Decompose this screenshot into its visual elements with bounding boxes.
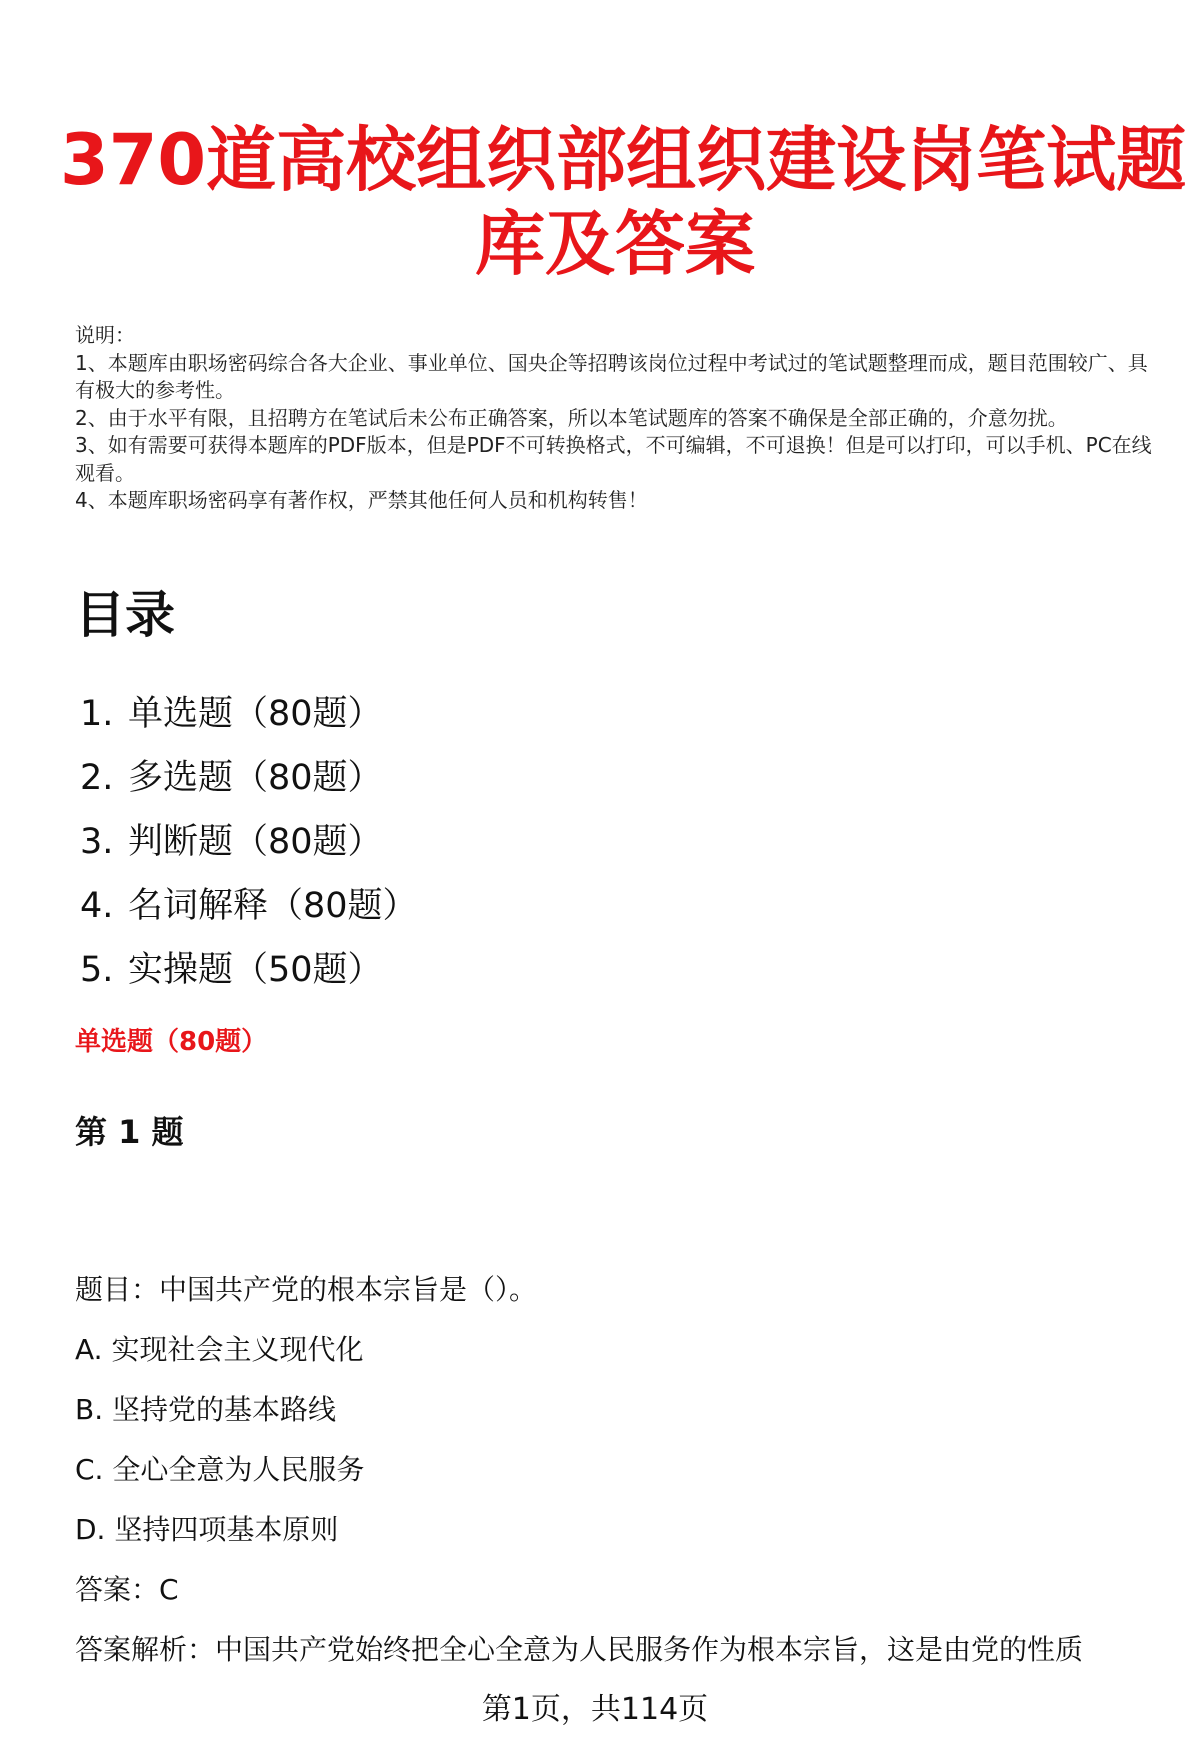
table-of-contents — [80, 682, 418, 1002]
toc-item-label: 实操题（50题） — [128, 950, 383, 990]
toc-item[interactable] — [80, 874, 418, 938]
option-a: A. 实现社会主义现代化 — [75, 1333, 364, 1366]
note-item-1: 1、本题库由职场密码综合各大企业、事业单位、国央企等招聘该岗位过程中考试过的笔试题整理而成，题目范围较广、具有极大的参考性。 — [75, 350, 1148, 402]
question-prompt: 题目：中国共产党的根本宗旨是（）。 — [75, 1273, 538, 1306]
answer: 答案：C — [75, 1573, 179, 1606]
toc-item[interactable] — [80, 682, 418, 746]
toc-item[interactable] — [80, 810, 418, 874]
note-item-2: 2、由于水平有限，且招聘方在笔试后未公布正确答案，所以本笔试题库的答案不确保是全部正确的，介意勿扰。 — [75, 405, 1068, 430]
notes-heading: 说明： — [75, 323, 135, 347]
note-item-3: 3、如有需要可获得本题库的PDF版本，但是PDF不可转换格式，不可编辑，不可退换！但是可以打印，可以手机、PC在线观看。 — [75, 433, 1152, 485]
toc-item-label: 名词解释（80题） — [128, 886, 418, 926]
answer-explanation: 答案解析：中国共产党始终把全心全意为人民服务作为根本宗旨，这是由党的性质 — [75, 1633, 1084, 1666]
toc-item-number: 2. — [80, 758, 114, 798]
toc-item-number: 1. — [80, 694, 114, 734]
toc-item-number: 4. — [80, 886, 114, 926]
option-d: D. 坚持四项基本原则 — [75, 1513, 339, 1546]
toc-item-label: 单选题（80题） — [128, 694, 383, 734]
page-number: 第1页，共114页 — [481, 1692, 709, 1727]
toc-item-label: 判断题（80题） — [128, 822, 383, 862]
title-line-2: 库及答案 — [475, 203, 755, 285]
document-title — [60, 118, 1187, 286]
question-title: 第 1 题 — [75, 1113, 184, 1151]
note-item-4: 4、本题库职场密码享有著作权，严禁其他任何人员和机构转售！ — [75, 488, 648, 512]
title-line-1: 370道高校组织部组织建设岗笔试题 — [60, 119, 1187, 201]
toc-heading: 目录 — [75, 586, 175, 644]
toc-item-number: 3. — [80, 822, 114, 862]
toc-item-number: 5. — [80, 950, 114, 990]
option-c: C. 全心全意为人民服务 — [75, 1453, 365, 1486]
option-b: B. 坚持党的基本路线 — [75, 1393, 337, 1426]
question-block — [75, 1270, 1165, 1690]
section-title: 单选题（80题） — [75, 1027, 268, 1057]
notes-block — [75, 322, 1155, 515]
toc-item-label: 多选题（80题） — [128, 758, 383, 798]
toc-item[interactable] — [80, 746, 418, 810]
toc-item[interactable] — [80, 938, 418, 1002]
